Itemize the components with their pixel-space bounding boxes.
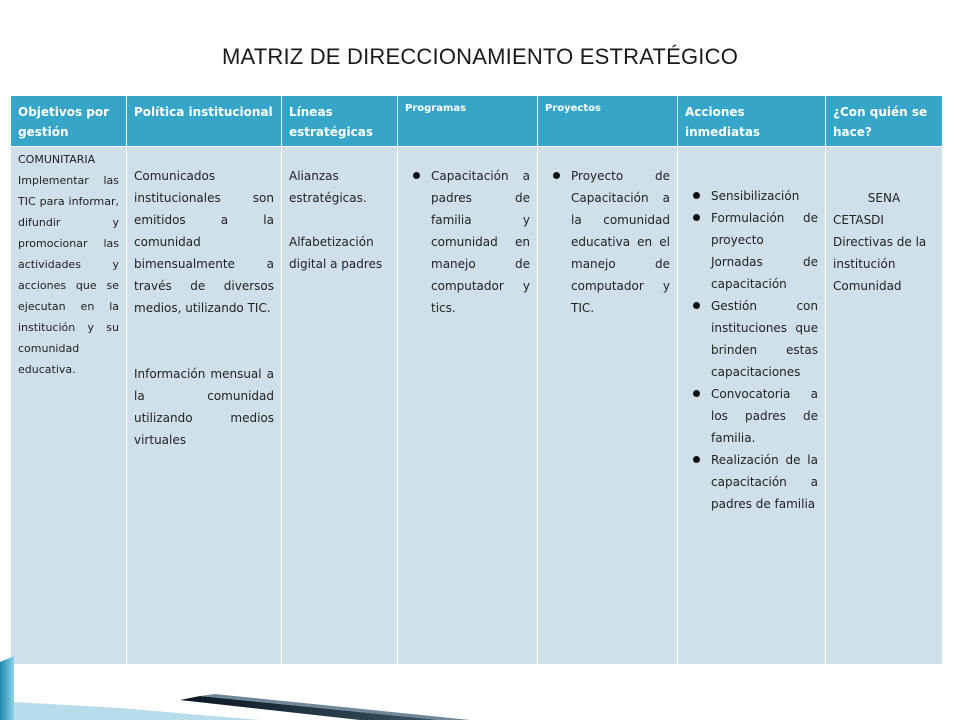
- bullet-icon: [693, 456, 700, 463]
- lineas-item-2: Alfabetización digital a padres: [289, 235, 383, 271]
- bullet-icon: [693, 192, 700, 199]
- cell-proyectos: [538, 147, 678, 665]
- objetivos-text: Implementar las TIC para informar, difundir y promocionar las actividades y acciones que se ejecutan en la institución y su comunidad educativa.: [18, 174, 119, 376]
- strategic-matrix-table: [10, 95, 943, 665]
- header-lineas: Líneas estratégicas: [282, 96, 398, 147]
- header-objetivos: Objetivos por gestión: [11, 96, 127, 147]
- politica-paragraph-1: Comunicados institucionales son emitidos a la comunidad bimensualmente a través de diversos medios, utilizando TIC.: [134, 169, 274, 315]
- con-quien-item-3: Directivas de la institución: [833, 235, 927, 271]
- bullet-icon: [693, 390, 700, 397]
- cell-acciones: [678, 147, 826, 665]
- bullet-icon: [553, 172, 560, 179]
- lineas-item-1: Alianzas estratégicas.: [289, 169, 367, 205]
- decorative-swoosh: [0, 640, 960, 720]
- header-acciones: Acciones inmediatas: [678, 96, 826, 147]
- header-proyectos: Proyectos: [538, 96, 678, 147]
- cell-con-quien: [826, 147, 943, 665]
- con-quien-item-1: SENA: [867, 191, 901, 205]
- table-row: [11, 147, 943, 665]
- acciones-item: Sensibilización: [685, 185, 818, 207]
- bullet-icon: [693, 214, 700, 221]
- header-programas: Programas: [398, 96, 538, 147]
- acciones-item: Realización de la capacitación a padres de familia: [685, 449, 818, 515]
- header-con-quien: ¿Con quién se hace?: [826, 96, 943, 147]
- proyectos-item: Proyecto de Capacitación a la comunidad educativa en el manejo de computador y TIC.: [545, 165, 670, 319]
- cell-politica: [127, 147, 282, 665]
- objetivos-label: COMUNITARIA: [18, 153, 96, 166]
- cell-programas: [398, 147, 538, 665]
- acciones-item: Formulación de proyecto Jornadas de capacitación: [685, 207, 818, 295]
- politica-paragraph-2: Información mensual a la comunidad utilizando medios virtuales: [134, 367, 274, 447]
- bullet-icon: [413, 172, 420, 179]
- acciones-item: Convocatoria a los padres de familia.: [685, 383, 818, 449]
- con-quien-item-2: CETASDI: [833, 213, 884, 227]
- programas-item: Capacitación a padres de familia y comunidad en manejo de computador y tics.: [405, 165, 530, 319]
- table-header-row: [11, 96, 943, 147]
- bullet-icon: [693, 302, 700, 309]
- header-politica: Política institucional: [127, 96, 282, 147]
- cell-lineas: [282, 147, 398, 665]
- page-title: MATRIZ DE DIRECCIONAMIENTO ESTRATÉGICO: [221, 44, 739, 69]
- acciones-item: Gestión con instituciones que brinden estas capacitaciones: [685, 295, 818, 383]
- cell-objetivos: [11, 147, 127, 665]
- con-quien-item-4: Comunidad: [833, 279, 902, 293]
